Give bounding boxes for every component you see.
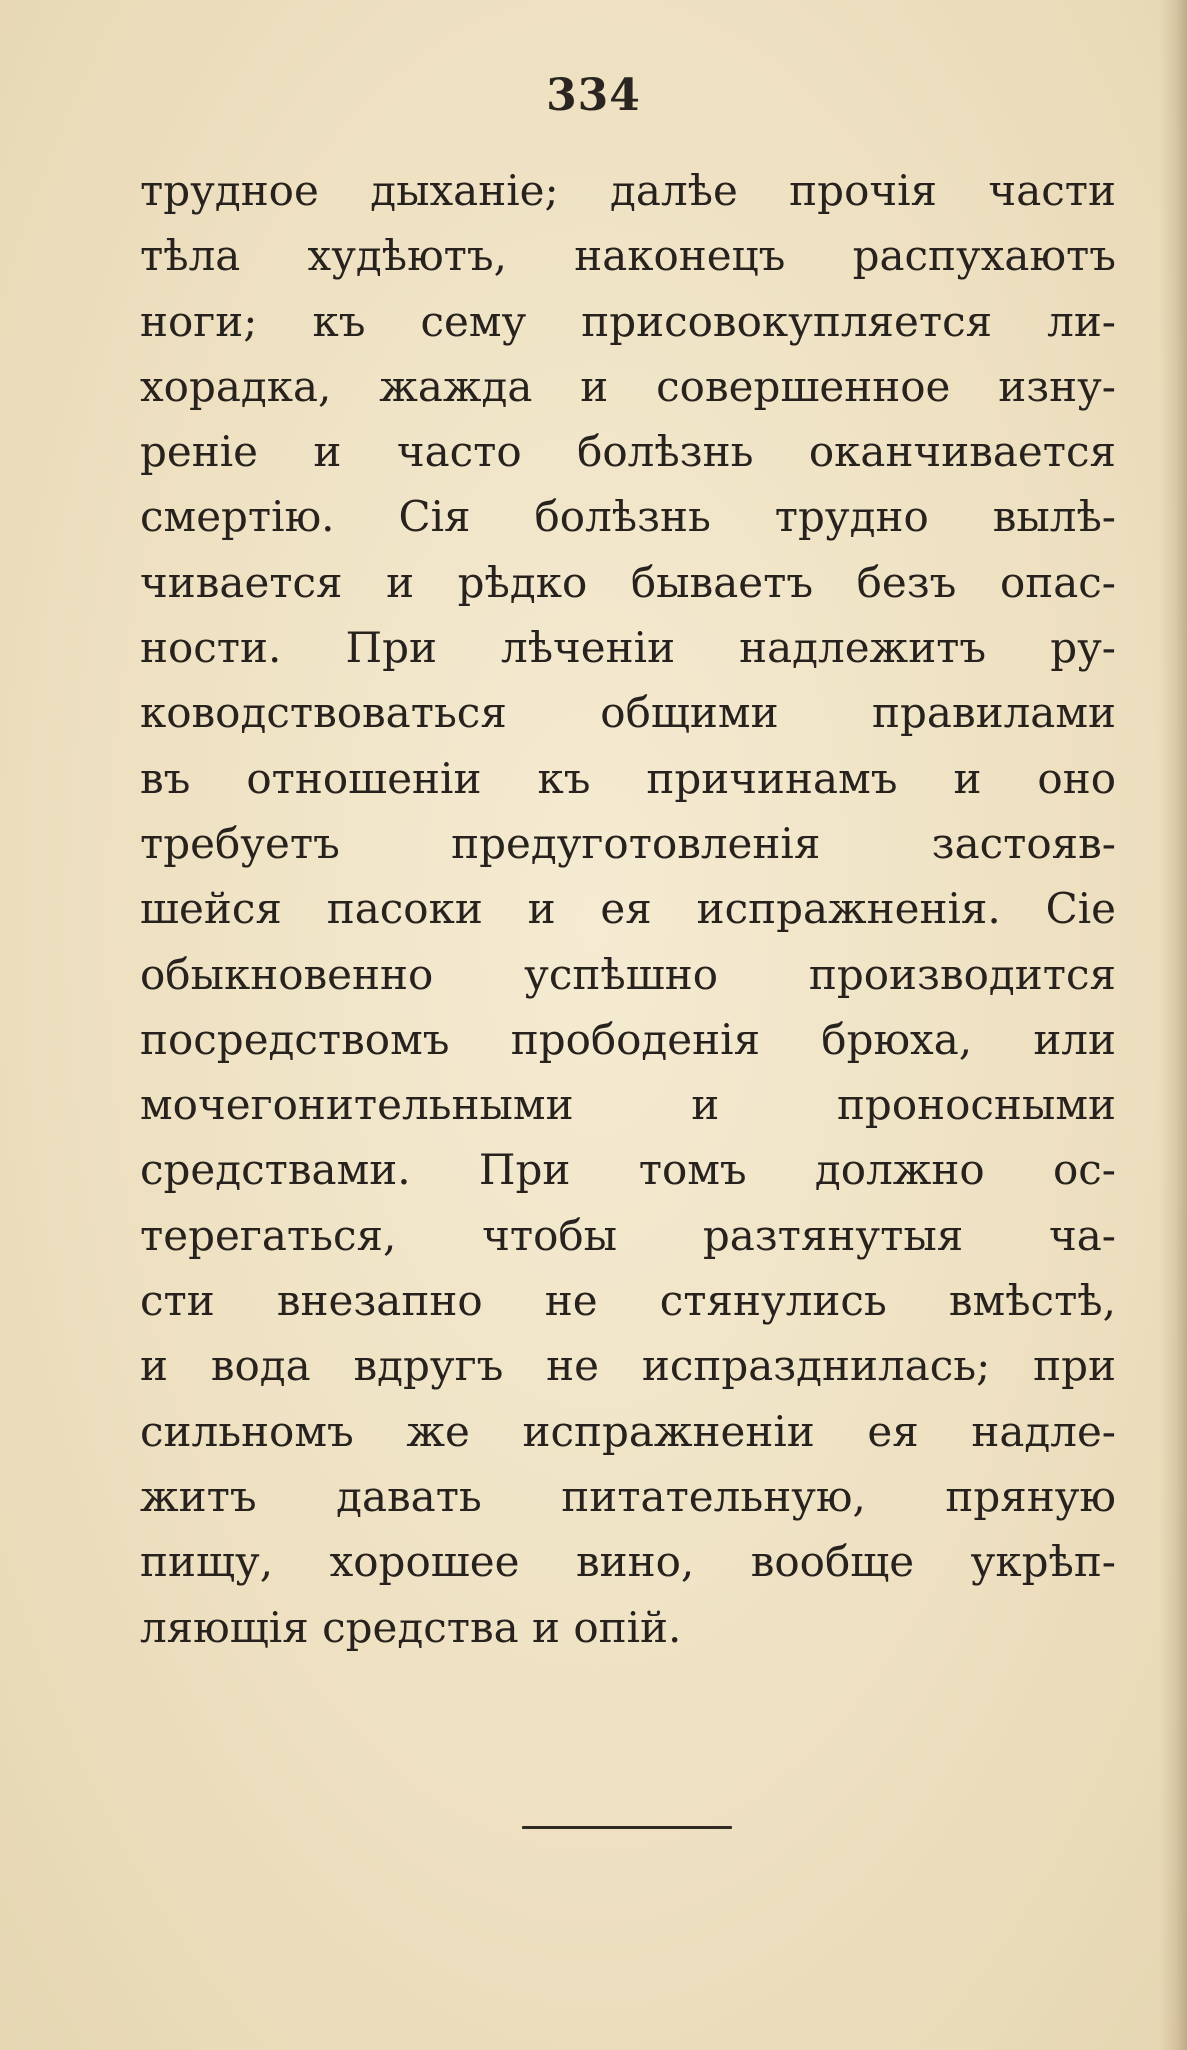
text-line: житъ давать питательную, пряную xyxy=(140,1471,1116,1521)
text-line: хорадка, жажда и совершенное изну- xyxy=(140,361,1116,411)
text-line: посредствомъ прободенія брюха, или xyxy=(140,1014,1116,1064)
text-line: сти внезапно не стянулись вмѣстѣ, xyxy=(140,1276,1116,1326)
text-line: мочегонительными и проносными xyxy=(140,1080,1116,1130)
text-line: смертію. Сія болѣзнь трудно вылѣ- xyxy=(140,492,1116,542)
text-line: пищу, хорошее вино, вообще укрѣп- xyxy=(140,1537,1116,1587)
text-line: шейся пасоки и ея испражненія. Сіе xyxy=(140,884,1116,934)
text-line: и вода вдругъ не испразднилась; при xyxy=(140,1341,1116,1391)
text-line: обыкновенно успѣшно производится xyxy=(140,949,1116,999)
text-line: въ отношеніи къ причинамъ и оно xyxy=(140,753,1116,803)
text-line: требуетъ предуготовленія застояв- xyxy=(140,818,1116,868)
text-line-last: ляющія средства и опій. xyxy=(140,1602,682,1652)
text-line: чивается и рѣдко бываетъ безъ опас- xyxy=(140,557,1116,607)
text-line: трудное дыханіе; далѣе прочія части xyxy=(140,166,1116,215)
text-line: тѣла худѣютъ, наконецъ распухаютъ xyxy=(140,231,1116,281)
text-line: ководствоваться общими правилами xyxy=(140,688,1116,738)
text-line: средствами. При томъ должно ос- xyxy=(140,1145,1116,1195)
text-line: сильномъ же испражненіи ея надле- xyxy=(140,1406,1116,1456)
page-edge-shadow xyxy=(1159,0,1187,2050)
text-line: ности. При лѣченіи надлежитъ ру- xyxy=(140,623,1116,673)
section-divider xyxy=(522,1826,732,1829)
text-line: ноги; къ сему присовокупляется ли- xyxy=(140,296,1116,346)
page-number: 334 xyxy=(546,70,641,121)
text-line: реніе и часто болѣзнь оканчивается xyxy=(140,427,1116,477)
body-text xyxy=(140,158,1116,1660)
text-line: терегаться, чтобы разтянутыя ча- xyxy=(140,1210,1116,1260)
